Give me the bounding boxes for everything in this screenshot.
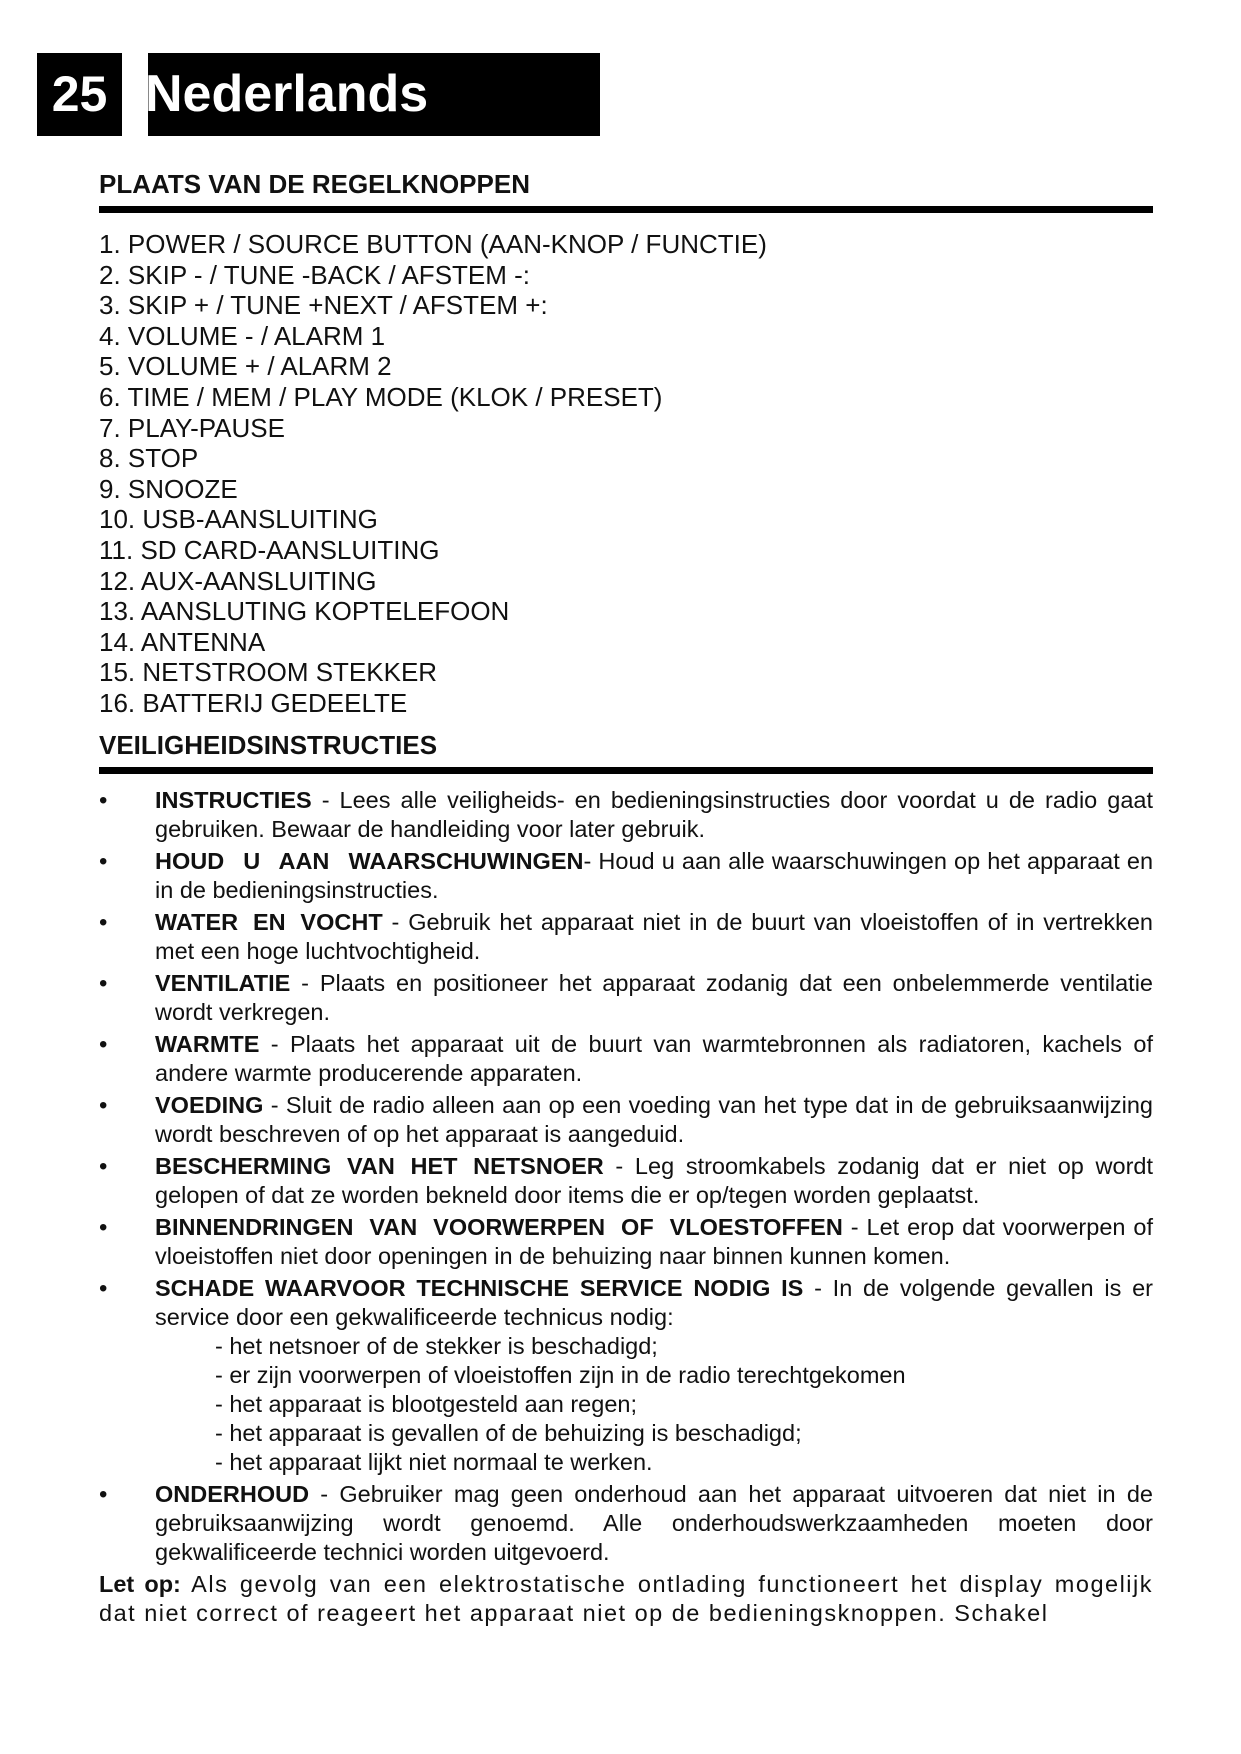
safety-item-heading: BESCHERMING VAN HET NETSNOER: [155, 1152, 604, 1179]
control-item: 6. TIME / MEM / PLAY MODE (KLOK / PRESET): [99, 381, 663, 412]
safety-item: [99, 908, 1153, 966]
safety-item: [99, 1152, 1153, 1210]
safety-item: [99, 847, 1153, 905]
control-item: 3. SKIP + / TUNE +NEXT / AFSTEM +:: [99, 290, 548, 321]
safety-item-text: - In de volgende gevallen is er service door een gekwalificeerde technicus nodig:: [155, 1274, 1154, 1330]
safety-item-text: - Sluit de radio alleen aan op een voeding van het type dat in de gebruiksaanwijzing wordt beschreven of op het apparaat is aangeduid.: [155, 1091, 1153, 1147]
note-paragraph: [99, 1570, 1153, 1628]
control-item: 15. NETSTROOM STEKKER: [99, 657, 438, 688]
safety-item-heading: BINNENDRINGEN VAN VOORWERPEN OF VLOESTOFFEN: [155, 1213, 843, 1240]
control-item: 11. SD CARD-AANSLUITING: [99, 534, 440, 565]
control-item: 1. POWER / SOURCE BUTTON (AAN-KNOP / FUNCTIE): [99, 229, 767, 259]
controls-section-title: PLAATS VAN DE REGELKNOPPEN: [99, 168, 1153, 213]
language-label: Nederlands: [145, 65, 429, 123]
safety-item: [99, 1274, 1153, 1477]
language-heading: [145, 53, 600, 136]
safety-item-heading: VENTILATIE: [155, 969, 291, 996]
safety-item-text: - Plaats het apparaat uit de buurt van warmtebronnen als radiatoren, kachels of andere warmte producerende apparaten.: [155, 1030, 1153, 1086]
control-item: 7. PLAY-PAUSE: [99, 412, 285, 443]
safety-item-text: - Plaats en positioneer het apparaat zodanig dat een onbelemmerde ventilatie wordt verkregen.: [155, 969, 1153, 1025]
note-label: Let op:: [99, 1570, 181, 1597]
safety-item-text: - Houd u aan alle waarschuwingen op het apparaat en in de bedieningsinstructies.: [155, 847, 1154, 903]
safety-item-heading: WARMTE: [155, 1030, 260, 1057]
safety-item-heading: ONDERHOUD: [155, 1480, 310, 1507]
safety-item-heading: SCHADE WAARVOOR TECHNISCHE SERVICE NODIG IS: [155, 1274, 804, 1301]
safety-item: [99, 1213, 1153, 1271]
service-cases-list: [155, 1332, 1153, 1477]
service-case: - het netsnoer of de stekker is beschadigd;: [215, 1332, 658, 1359]
safety-item-heading: VOEDING: [155, 1091, 264, 1118]
control-item: 13. AANSLUTING KOPTELEFOON: [99, 596, 510, 627]
safety-item-text: - Gebruiker mag geen onderhoud aan het apparaat uitvoeren dat niet in de gebruiksaanwijzing wordt genoemd. Alle onderhoudswerkzaamheden moeten door gekwalificeerde technici worden uitgevoerd.: [155, 1480, 1153, 1565]
safety-section-title: VEILIGHEIDSINSTRUCTIES: [99, 729, 1153, 774]
control-item: 12. AUX-AANSLUITING: [99, 565, 377, 596]
controls-list: [99, 213, 1153, 729]
page-number: 25: [37, 53, 122, 136]
safety-list: [99, 774, 1153, 1567]
control-item: 2. SKIP - / TUNE -BACK / AFSTEM -:: [99, 259, 531, 290]
control-item: 9. SNOOZE: [99, 473, 238, 504]
page-content: [99, 168, 1153, 1628]
control-item: 5. VOLUME + / ALARM 2: [99, 351, 392, 382]
control-item: 16. BATTERIJ GEDEELTE: [99, 687, 408, 718]
service-case: - het apparaat is blootgesteld aan regen;: [215, 1390, 637, 1417]
safety-item: [99, 1030, 1153, 1088]
safety-item-text: - Lees alle veiligheids- en bedieningsinstructies door voordat u de radio gaat gebruiken. Bewaar de handleiding voor later gebruik.: [155, 786, 1153, 842]
safety-item: [99, 969, 1153, 1027]
safety-item: [99, 786, 1153, 844]
safety-item-text: - Let erop dat voorwerpen of vloeistoffen niet door openingen in de behuizing naar binnen kunnen komen.: [155, 1213, 1153, 1269]
safety-item-heading: HOUD U AAN WAARSCHUWINGEN: [155, 847, 584, 874]
service-case: - het apparaat is gevallen of de behuizing is beschadigd;: [215, 1419, 802, 1446]
control-item: 14. ANTENNA: [99, 626, 266, 657]
service-case: - het apparaat lijkt niet normaal te werken.: [215, 1448, 653, 1475]
safety-item-text: - Leg stroomkabels zodanig dat er niet op wordt gelopen of dat ze worden bekneld door items die er op/tegen worden geplaatst.: [155, 1152, 1154, 1208]
safety-item: [99, 1091, 1153, 1149]
note-text: Als gevolg van een elektrostatische ontlading functioneert het display mogelijk dat niet correct of reageert het apparaat niet op de bedieningsknoppen. Schakel: [99, 1570, 1153, 1626]
safety-item: [99, 1480, 1153, 1567]
control-item: 10. USB-AANSLUITING: [99, 504, 378, 535]
safety-item-text: - Gebruik het apparaat niet in de buurt van vloeistoffen of in vertrekken met een hoge luchtvochtigheid.: [155, 908, 1153, 964]
service-case: - er zijn voorwerpen of vloeistoffen zijn in de radio terechtgekomen: [215, 1361, 906, 1388]
safety-item-heading: INSTRUCTIES: [155, 786, 312, 813]
control-item: 4. VOLUME - / ALARM 1: [99, 320, 386, 351]
safety-item-heading: WATER EN VOCHT: [155, 908, 383, 935]
control-item: 8. STOP: [99, 443, 199, 474]
